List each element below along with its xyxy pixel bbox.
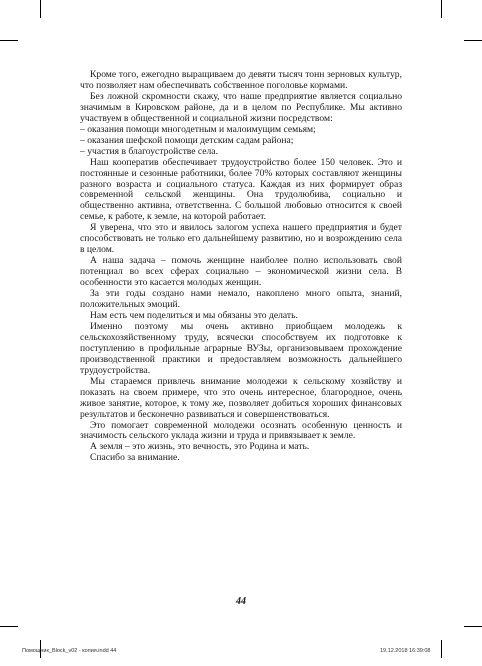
crop-mark-top-right-v xyxy=(441,0,442,18)
crop-mark-bottom-right-h xyxy=(464,626,482,627)
paragraph: А земля – это жизнь, это вечность, это Родина и мать. xyxy=(90,441,310,453)
list-item: – оказания шефской помощи детским садам района; xyxy=(80,134,294,146)
paragraph: Именно поэтому мы очень активно приобщаем молодежь к сельскохозяйственному труду, всячески способствуем их подготовке к поступлению в профильные аграрные ВУЗы, организовываем прохождение производственной практики и предоставляем возможность дальнейшего трудоустройства. xyxy=(80,320,402,376)
paragraph: Кроме того, ежегодно выращиваем до девяти тысяч тонн зерновых культур, что позволяет нам обеспечивать собственное поголовье кормами. xyxy=(80,69,402,91)
paragraph: Это помогает современной молодежи осознать особенную ценность и значимость сельского уклада жизни и труда и привязывает к земле. xyxy=(80,419,402,442)
page-body-text xyxy=(80,70,402,464)
list-item: – оказания помощи многодетным и малоимущим семьям; xyxy=(80,123,316,135)
paragraph: Спасибо за внимание. xyxy=(90,452,180,464)
crop-mark-top-right-h xyxy=(464,40,482,41)
paragraph: Без ложной скромности скажу, что наше предприятие является социально значимым в Кировском районе, да и в целом по Республике. Мы активно участвуем в общественной и социальной жизни посредством: xyxy=(80,90,402,124)
slug-timestamp: 19.12.2018 16:39:08 xyxy=(380,648,431,654)
paragraph: Мы стараемся привлечь внимание молодежи к сельскому хозяйству и показать на своем примере, что это очень интересное, благородное, очень живое занятие, которое, к тому же, позволяет добиться хороших финансовых результатов и бесконечно развиваться и совершенствоваться. xyxy=(80,375,402,420)
paragraph: Наш кооператив обеспечивает трудоустройство более 150 человек. Это и постоянные и сезонные работники, более 70% которых составляют женщины разного возраста и социального статуса. Каждая из них формирует образ современной сельской женщины. Она трудолюбива, социально и общественно активна, ответственна. С большой любовью относится к своей семье, к работе, к земле, на которой работает. xyxy=(80,156,402,223)
list-item: – участия в благоустройстве села. xyxy=(80,145,218,157)
paragraph: За эти годы создано нами немало, накоплено много опыта, знаний, положительных эмоций. xyxy=(80,288,402,311)
crop-mark-top-left-h xyxy=(0,40,18,41)
paragraph: А наша задача – помочь женщине наиболее полно использовать свой потенциал во всех сферах социально – экономической жизни села. В особенности это касается молодых женщин. xyxy=(80,255,402,289)
page-number: 44 xyxy=(236,596,246,607)
paragraph: Я уверена, что это и явилось залогом успеха нашего предприятия и будет способствовать не только его дальнейшему развитию, но и возрождению села в целом. xyxy=(80,222,402,256)
crop-mark-bottom-right-v xyxy=(441,640,442,658)
paragraph: Нам есть чем поделиться и мы обязаны это делать. xyxy=(90,309,298,321)
slug-filename: Помощник_Block_v02 - копия.indd 44 xyxy=(22,648,117,654)
crop-mark-bottom-left-h xyxy=(0,626,18,627)
crop-mark-top-left-v xyxy=(40,0,41,18)
